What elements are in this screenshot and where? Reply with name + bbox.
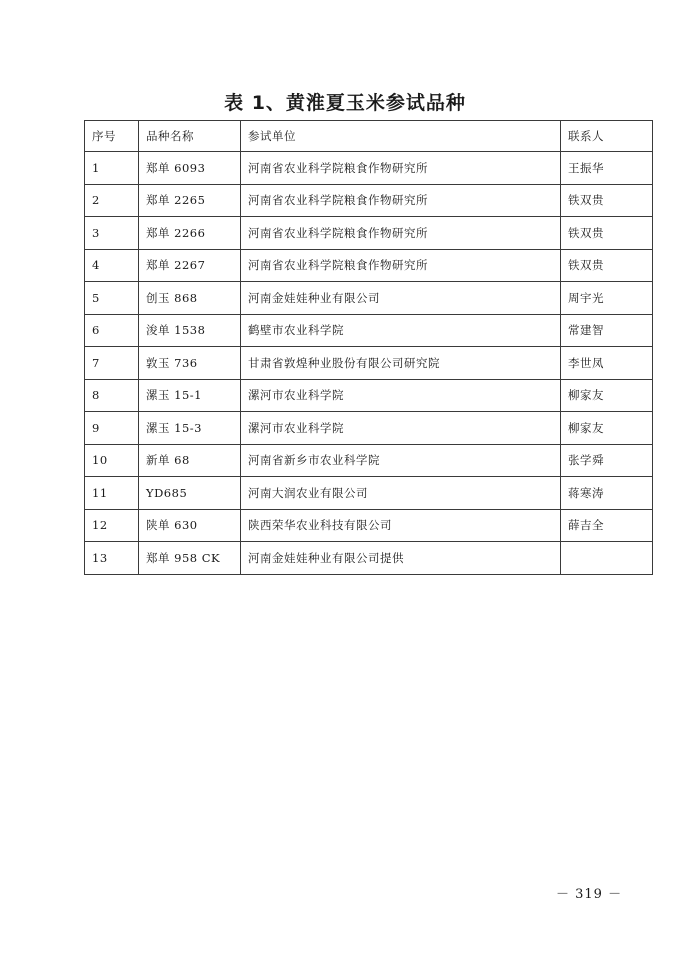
cell-participating-unit: 陕西荣华农业科技有限公司	[241, 509, 561, 542]
cell-participating-unit: 河南省新乡市农业科学院	[241, 444, 561, 477]
page-number: － 319 －	[556, 887, 623, 902]
cell-serial-number: 9	[85, 412, 139, 445]
cell-variety-name: 郑单 2266	[139, 217, 241, 250]
table-title: 表 1、黄淮夏玉米参试品种	[224, 92, 466, 114]
cell-serial-number: 1	[85, 152, 139, 185]
cell-variety-name: 漯玉 15-3	[139, 412, 241, 445]
cell-serial-number: 10	[85, 444, 139, 477]
cell-participating-unit: 漯河市农业科学院	[241, 379, 561, 412]
cell-variety-name: 郑单 6093	[139, 152, 241, 185]
cell-contact-person: 王振华	[561, 152, 653, 185]
cell-participating-unit: 河南省农业科学院粮食作物研究所	[241, 184, 561, 217]
cell-serial-number: 13	[85, 542, 139, 575]
cell-participating-unit: 甘肃省敦煌种业股份有限公司研究院	[241, 347, 561, 380]
cell-serial-number: 11	[85, 477, 139, 510]
table-row	[85, 542, 653, 575]
table-row	[85, 444, 653, 477]
cell-contact-person: 蒋寒涛	[561, 477, 653, 510]
header-contact-person: 联系人	[561, 121, 653, 152]
cell-variety-name: 郑单 958 CK	[139, 542, 241, 575]
cell-contact-person: 张学舜	[561, 444, 653, 477]
cell-participating-unit: 鹤壁市农业科学院	[241, 314, 561, 347]
cell-contact-person: 柳家友	[561, 412, 653, 445]
cell-serial-number: 7	[85, 347, 139, 380]
header-serial-number: 序号	[85, 121, 139, 152]
cell-participating-unit: 河南省农业科学院粮食作物研究所	[241, 249, 561, 282]
cell-contact-person: 李世凤	[561, 347, 653, 380]
cell-contact-person: 铁双贵	[561, 217, 653, 250]
table-row	[85, 379, 653, 412]
cell-contact-person: 铁双贵	[561, 249, 653, 282]
table-header-row	[85, 121, 653, 152]
cell-participating-unit: 漯河市农业科学院	[241, 412, 561, 445]
table-row	[85, 314, 653, 347]
cell-contact-person	[561, 542, 653, 575]
cell-variety-name: 新单 68	[139, 444, 241, 477]
cell-variety-name: 浚单 1538	[139, 314, 241, 347]
cell-serial-number: 12	[85, 509, 139, 542]
cell-contact-person: 薛吉全	[561, 509, 653, 542]
cell-participating-unit: 河南省农业科学院粮食作物研究所	[241, 217, 561, 250]
cell-serial-number: 6	[85, 314, 139, 347]
cell-serial-number: 5	[85, 282, 139, 315]
header-variety-name: 品种名称	[139, 121, 241, 152]
cell-variety-name: 漯玉 15-1	[139, 379, 241, 412]
cell-contact-person: 柳家友	[561, 379, 653, 412]
cell-variety-name: 陕单 630	[139, 509, 241, 542]
header-participating-unit: 参试单位	[241, 121, 561, 152]
cell-serial-number: 8	[85, 379, 139, 412]
cell-participating-unit: 河南省农业科学院粮食作物研究所	[241, 152, 561, 185]
cell-contact-person: 周宇光	[561, 282, 653, 315]
table-row	[85, 249, 653, 282]
table-row	[85, 509, 653, 542]
cell-variety-name: 郑单 2267	[139, 249, 241, 282]
cell-participating-unit: 河南大润农业有限公司	[241, 477, 561, 510]
cell-participating-unit: 河南金娃娃种业有限公司提供	[241, 542, 561, 575]
variety-table	[84, 120, 653, 575]
table-row	[85, 184, 653, 217]
cell-contact-person: 常建智	[561, 314, 653, 347]
table-row	[85, 152, 653, 185]
cell-serial-number: 3	[85, 217, 139, 250]
table-row	[85, 412, 653, 445]
table-row	[85, 282, 653, 315]
cell-contact-person: 铁双贵	[561, 184, 653, 217]
cell-variety-name: 郑单 2265	[139, 184, 241, 217]
cell-variety-name: 创玉 868	[139, 282, 241, 315]
cell-serial-number: 4	[85, 249, 139, 282]
cell-variety-name: 敦玉 736	[139, 347, 241, 380]
table-row	[85, 477, 653, 510]
table-row	[85, 217, 653, 250]
cell-participating-unit: 河南金娃娃种业有限公司	[241, 282, 561, 315]
cell-serial-number: 2	[85, 184, 139, 217]
table-row	[85, 347, 653, 380]
cell-variety-name: YD685	[139, 477, 241, 510]
